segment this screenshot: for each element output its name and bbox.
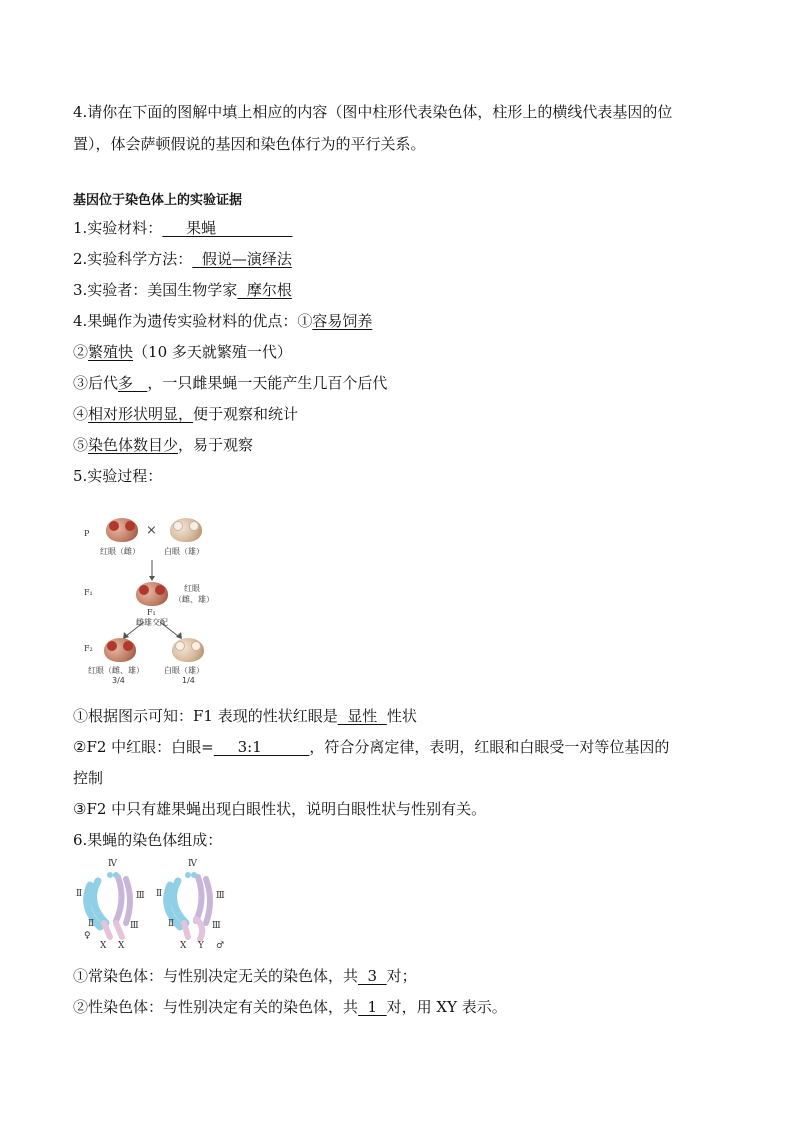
result-1-suffix: 性状 bbox=[386, 707, 417, 725]
f2-red-ratio: 3/4 bbox=[112, 676, 125, 685]
advantage-3 bbox=[73, 373, 387, 393]
male-roman-3: Ⅲ bbox=[216, 891, 225, 901]
item-3-prefix: 3.实验者：美国生物学家 bbox=[73, 281, 238, 299]
male-roman-2: Ⅱ bbox=[156, 889, 163, 899]
item-3-answer: 摩尔根 bbox=[237, 281, 292, 299]
male-roman-4: Ⅳ bbox=[188, 859, 197, 869]
conclusion-2-suffix: 对，用 XY 表示。 bbox=[386, 998, 507, 1016]
item-1-answer: 果蝇 bbox=[162, 219, 293, 237]
f1-label: F₁ bbox=[84, 588, 93, 597]
advantage-3-answer: 多 bbox=[118, 374, 148, 392]
f2-red-label: 红眼（雌、雄） bbox=[88, 666, 144, 675]
female-roman-3b: Ⅲ bbox=[130, 921, 139, 931]
item-2-prefix: 2.实验科学方法： bbox=[73, 250, 193, 268]
f1-mate-1: F₁ bbox=[147, 608, 156, 617]
q4-line2: 置），体会萨顿假说的基因和染色体行为的平行关系。 bbox=[73, 135, 426, 153]
advantage-2-prefix: ② bbox=[73, 343, 89, 361]
result-1 bbox=[73, 706, 417, 726]
item-1 bbox=[73, 218, 292, 238]
item-4-answer: 容易饲养 bbox=[312, 312, 373, 330]
f2-red-eye-fly bbox=[104, 638, 136, 662]
conclusion-1 bbox=[73, 966, 417, 986]
result-1-prefix: ①根据图示可知：F1 表现的性状红眼是 bbox=[73, 707, 338, 725]
item-2-answer: 假说—演绎法 bbox=[192, 250, 292, 268]
female-roman-2: Ⅱ bbox=[76, 889, 83, 899]
cross-symbol: × bbox=[146, 523, 157, 538]
conclusion-2-answer: 1 bbox=[358, 998, 387, 1016]
item-1-prefix: 1.实验材料： bbox=[73, 219, 163, 237]
f1-fly bbox=[136, 582, 168, 606]
f2-white-label: 白眼（雄） bbox=[164, 666, 204, 675]
p-red-label: 红眼（雌） bbox=[100, 547, 140, 556]
female-roman-2b: Ⅱ bbox=[88, 919, 95, 929]
conclusion-1-suffix: 对； bbox=[386, 967, 417, 985]
female-symbol: ♀ bbox=[84, 931, 91, 941]
conclusion-1-answer: 3 bbox=[358, 967, 387, 985]
advantage-3-suffix: ，一只雌果蝇一天能产生几百个后代 bbox=[147, 374, 388, 392]
item-3 bbox=[73, 280, 292, 300]
f2-label: F₂ bbox=[84, 644, 93, 653]
result-2-line2: 控制 bbox=[73, 769, 104, 787]
f2-white-ratio: 1/4 bbox=[182, 676, 195, 685]
advantage-2 bbox=[73, 342, 292, 362]
male-y: Y bbox=[198, 941, 204, 951]
female-roman-4: Ⅳ bbox=[108, 859, 117, 869]
advantage-5-prefix: ⑤ bbox=[73, 436, 89, 454]
f1-desc-1: 红眼 bbox=[184, 584, 200, 593]
advantage-4 bbox=[73, 404, 298, 424]
female-roman-3: Ⅲ bbox=[136, 891, 145, 901]
item-5: 5.实验过程： bbox=[73, 467, 163, 485]
result-2-suffix: ，符合分离定律，表明，红眼和白眼受一对等位基因的 bbox=[309, 738, 670, 756]
advantage-2-suffix: （10 多天就繁殖一代） bbox=[133, 343, 292, 361]
advantage-5-answer: 染色体数目少 bbox=[88, 436, 179, 454]
f1-desc-2: （雌、雄） bbox=[174, 595, 214, 604]
chromosome-shapes bbox=[74, 857, 236, 957]
result-2-answer: 3:1 bbox=[213, 738, 310, 756]
conclusion-2 bbox=[73, 997, 507, 1017]
section-title: 基因位于染色体上的实验证据 bbox=[73, 193, 243, 208]
result-2-prefix: ②F2 中红眼：白眼= bbox=[73, 738, 214, 756]
advantage-5 bbox=[73, 435, 253, 455]
item-2 bbox=[73, 249, 292, 269]
f1-mate-2: 雌雄交配 bbox=[136, 618, 168, 627]
result-1-answer: 显性 bbox=[337, 707, 387, 725]
female-x2: X bbox=[118, 941, 125, 951]
result-2 bbox=[73, 737, 669, 757]
p-white-label: 白眼（雄） bbox=[164, 547, 204, 556]
cross-figure bbox=[80, 510, 230, 690]
result-3: ③F2 中只有雄果蝇出现白眼性状，说明白眼性状与性别有关。 bbox=[73, 800, 487, 818]
conclusion-2-prefix: ②性染色体：与性别决定有关的染色体，共 bbox=[73, 998, 359, 1016]
q4-line1: 4.请你在下面的图解中填上相应的内容（图中柱形代表染色体，柱形上的横线代表基因的位 bbox=[73, 103, 673, 121]
advantage-4-answer: 相对形状明显， bbox=[88, 405, 194, 423]
item-4 bbox=[73, 311, 372, 331]
male-roman-3b: Ⅲ bbox=[212, 921, 221, 931]
advantage-2-answer: 繁殖快 bbox=[88, 343, 134, 361]
advantage-4-suffix: 便于观察和统计 bbox=[193, 405, 299, 423]
male-roman-2b: Ⅱ bbox=[168, 919, 175, 929]
f2-white-eye-fly bbox=[172, 638, 204, 662]
item-4-prefix: 4.果蝇作为遗传实验材料的优点：① bbox=[73, 312, 313, 330]
female-x1: X bbox=[100, 941, 107, 951]
male-symbol: ♂ bbox=[216, 941, 225, 951]
advantage-3-prefix: ③后代 bbox=[73, 374, 119, 392]
advantage-5-suffix: ，易于观察 bbox=[178, 436, 254, 454]
male-x: X bbox=[180, 941, 187, 951]
item-6: 6.果蝇的染色体组成： bbox=[73, 831, 223, 849]
p-label: P bbox=[84, 529, 90, 538]
chromosome-figure bbox=[74, 857, 236, 957]
advantage-4-prefix: ④ bbox=[73, 405, 89, 423]
conclusion-1-prefix: ①常染色体：与性别决定无关的染色体，共 bbox=[73, 967, 359, 985]
